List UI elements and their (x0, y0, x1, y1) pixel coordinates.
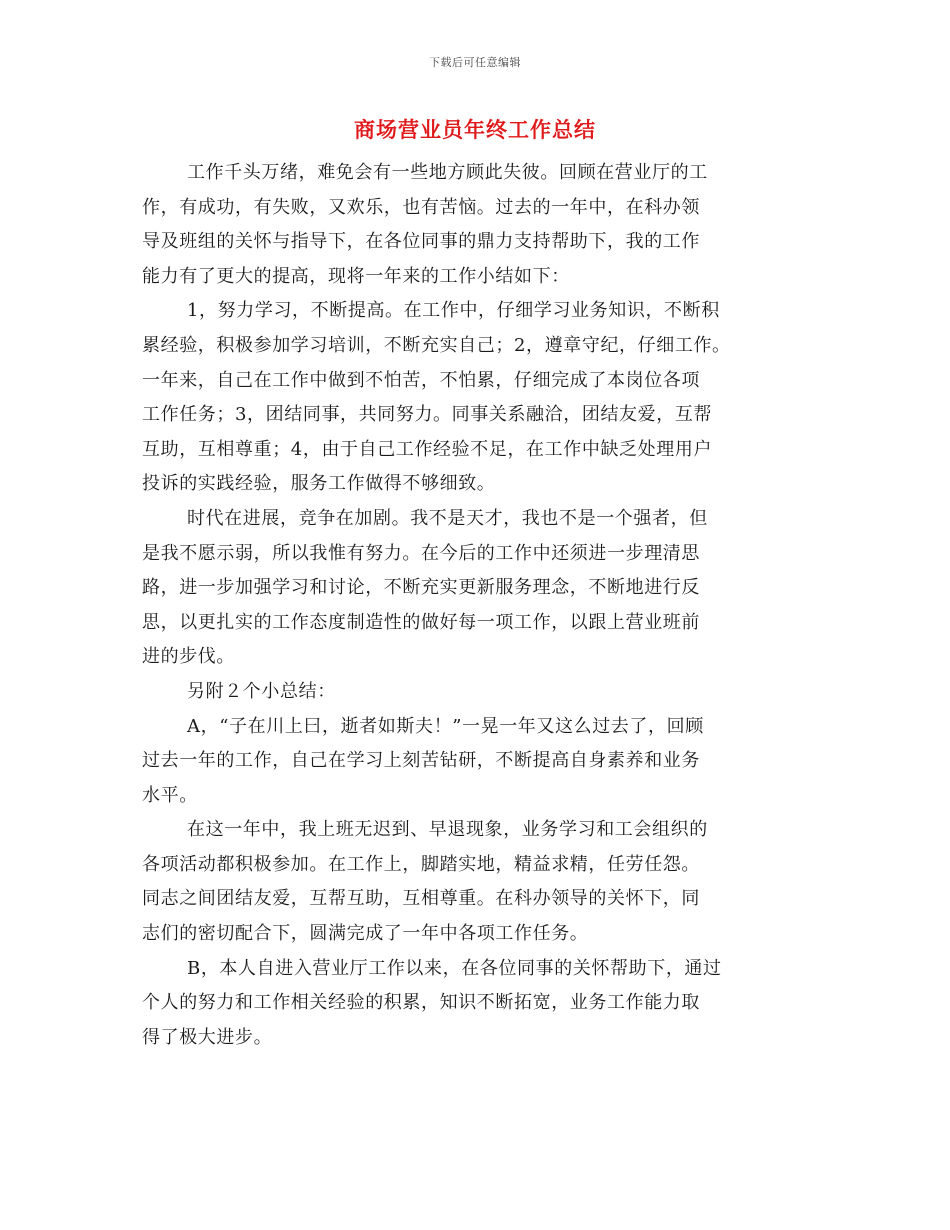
paragraph-line: 1，努力学习，不断提高。在工作中，仔细学习业务知识，不断积 (187, 300, 720, 322)
paragraph-line: 时代在进展，竞争在加剧。我不是天才，我也不是一个强者，但 (187, 507, 708, 529)
paragraph-line: 同志之间团结友爱，互帮互助，互相尊重。在科办领导的关怀下，同 (142, 888, 700, 910)
paragraph-line: 水平。 (142, 784, 198, 806)
paragraph-line: 工作任务；3，团结同事，共同努力。同事关系融洽，团结友爱，互帮 (142, 404, 713, 426)
paragraph-line: 是我不愿示弱，所以我惟有努力。在今后的工作中还须进一步理清思 (142, 542, 700, 564)
paragraph-line: 互助，互相尊重；4，由于自己工作经验不足，在工作中缺乏处理用户 (142, 438, 713, 460)
paragraph-line: 能力有了更大的提高，现将一年来的工作小结如下： (142, 265, 570, 287)
paragraph-line: 投诉的实践经验，服务工作做得不够细致。 (142, 473, 496, 495)
paragraph-line: 作，有成功，有失败，又欢乐，也有苦恼。过去的一年中，在科办领 (142, 196, 700, 218)
paragraph-line: 进的步伐。 (142, 646, 235, 668)
paragraph-line: 过去一年的工作，自己在学习上刻苦钻研，不断提高自身素养和业务 (142, 750, 700, 772)
paragraph-line: 得了极大进步。 (142, 1026, 273, 1048)
paragraph-line: A，“子在川上曰，逝者如斯夫！”一晃一年又这么过去了，回顾 (187, 715, 704, 737)
paragraph-line: 累经验，积极参加学习培训，不断充实自己；2，遵章守纪，仔细工作。 (142, 334, 731, 356)
paragraph-line: 一年来，自己在工作中做到不怕苦，不怕累，仔细完成了本岗位各项 (142, 369, 700, 391)
paragraph-line: 工作千头万绪，难免会有一些地方顾此失彼。回顾在营业厅的工 (187, 162, 708, 183)
paragraph-line: 各项活动都积极参加。在工作上，脚踏实地，精益求精，任劳任怨。 (142, 853, 700, 875)
paragraph-line: 志们的密切配合下，圆满完成了一年中各项工作任务。 (142, 923, 589, 945)
paragraph-line: B，本人自进入营业厅工作以来，在各位同事的关怀帮助下，通过 (187, 957, 722, 979)
paragraph-line: 导及班组的关怀与指导下，在各位同事的鼎力支持帮助下，我的工作 (142, 231, 700, 253)
paragraph-line: 思，以更扎实的工作态度制造性的做好每一项工作，以跟上营业班前 (142, 611, 700, 633)
document-title: 商场营业员年终工作总结 (354, 117, 596, 142)
paragraph-line: 另附２个小总结： (187, 680, 336, 702)
paragraph-line: 在这一年中，我上班无迟到、早退现象，业务学习和工会组织的 (187, 819, 708, 841)
paragraph-line: 路，进一步加强学习和讨论，不断充实更新服务理念，不断地进行反 (142, 577, 700, 599)
document-body (142, 156, 822, 1055)
paragraph-line: 个人的努力和工作相关经验的积累，知识不断拓宽，业务工作能力取 (142, 992, 700, 1014)
download-note: 下载后可任意编辑 (429, 56, 521, 69)
